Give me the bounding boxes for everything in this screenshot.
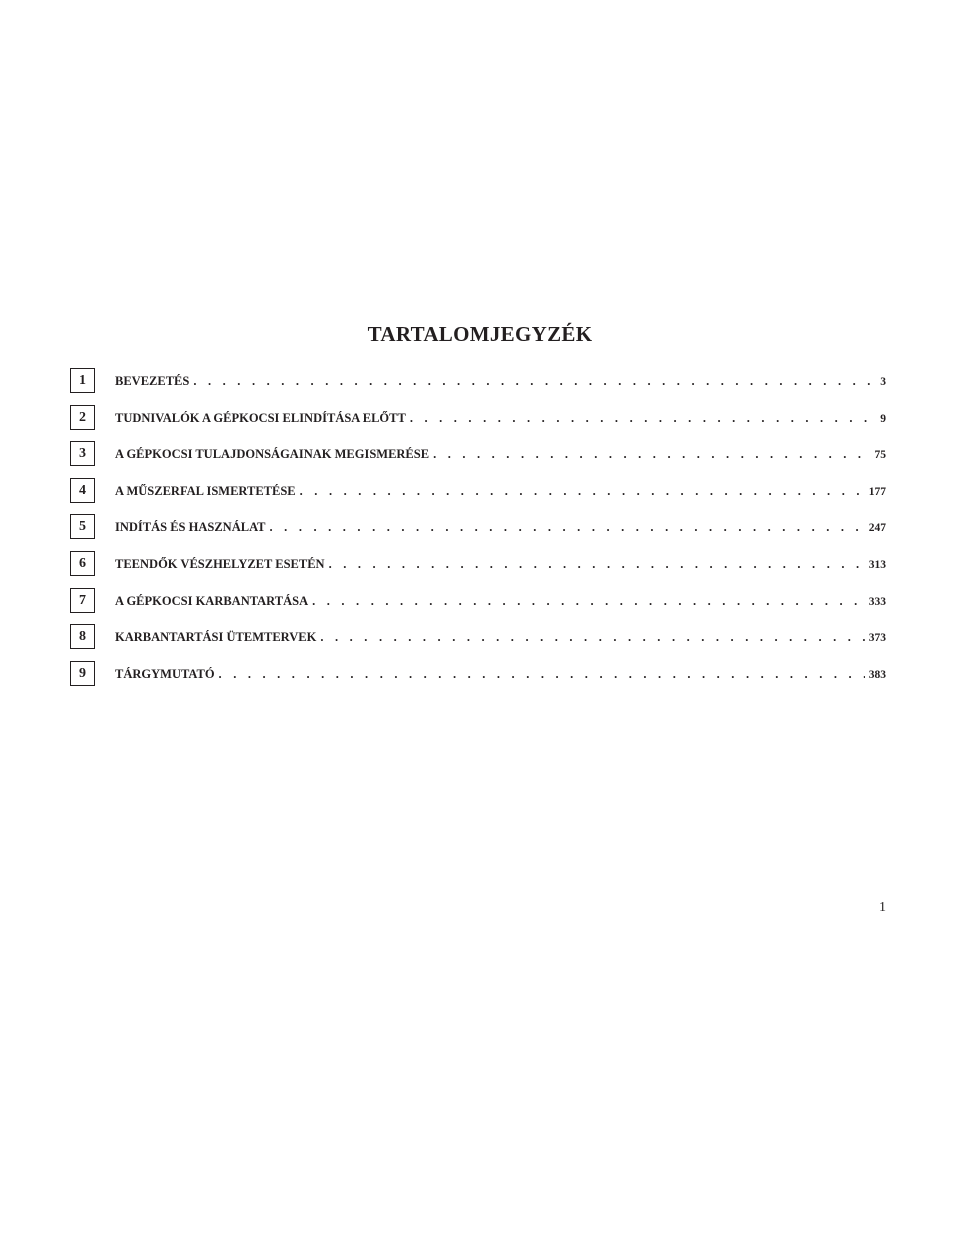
toc-entry[interactable] <box>70 476 886 513</box>
dot-leader <box>320 630 864 645</box>
toc-entry[interactable] <box>70 403 886 440</box>
chapter-number-box: 8 <box>70 624 95 649</box>
toc-line <box>115 630 886 645</box>
toc-line <box>115 520 886 535</box>
chapter-number-box: 2 <box>70 405 95 430</box>
dot-leader <box>300 484 865 499</box>
page-title: TARTALOMJEGYZÉK <box>367 322 593 346</box>
toc-entry-page: 9 <box>880 412 886 425</box>
toc-entry-label: A MŰSZERFAL ISMERTETÉSE <box>115 483 296 498</box>
toc-entry-page: 333 <box>868 595 886 608</box>
toc-entry[interactable] <box>70 586 886 623</box>
toc-entry-page: 75 <box>874 449 886 462</box>
toc-entry[interactable] <box>70 622 886 659</box>
toc-line <box>115 374 886 389</box>
toc-entry-page: 247 <box>868 522 886 535</box>
toc-entry-page: 373 <box>868 632 886 645</box>
chapter-number-box: 5 <box>70 514 95 539</box>
toc-line <box>115 411 886 426</box>
toc-entry[interactable] <box>70 439 886 476</box>
dot-leader <box>433 447 870 462</box>
dot-leader <box>329 557 865 572</box>
toc-entry-label: TÁRGYMUTATÓ <box>115 666 215 681</box>
dot-leader <box>410 411 876 426</box>
toc-entry-label: TUDNIVALÓK A GÉPKOCSI ELINDÍTÁSA ELŐTT <box>115 410 406 425</box>
toc-entry-label: KARBANTARTÁSI ÜTEMTERVEK <box>115 630 317 645</box>
chapter-number-box: 7 <box>70 588 95 613</box>
dot-leader <box>270 520 865 535</box>
toc-entry-page: 383 <box>868 668 886 681</box>
page-number: 1 <box>879 900 886 915</box>
toc-entry-page: 177 <box>868 485 886 498</box>
toc-entry[interactable] <box>70 512 886 549</box>
toc-line <box>115 557 886 572</box>
toc-line <box>115 667 886 682</box>
toc-entry-label: TEENDŐK VÉSZHELYZET ESETÉN <box>115 556 325 571</box>
toc-entry-page: 3 <box>880 376 886 388</box>
toc-entry-label: A GÉPKOCSI TULAJDONSÁGAINAK MEGISMERÉSE <box>115 447 430 462</box>
toc-line <box>115 447 886 462</box>
dot-leader <box>312 594 865 609</box>
toc-entry[interactable] <box>70 366 886 403</box>
dot-leader <box>193 374 876 389</box>
toc-entry-label: BEVEZETÉS <box>115 374 190 388</box>
chapter-number-box: 4 <box>70 478 95 503</box>
chapter-number-box: 3 <box>70 441 95 466</box>
toc-entry-page: 313 <box>868 558 886 571</box>
toc-entry-label: A GÉPKOCSI KARBANTARTÁSA <box>115 593 309 608</box>
toc-entry[interactable] <box>70 549 886 586</box>
toc-list <box>70 366 886 695</box>
toc-line <box>115 484 886 499</box>
chapter-number-box: 6 <box>70 551 95 576</box>
chapter-number-box: 1 <box>70 368 95 393</box>
dot-leader <box>219 667 865 682</box>
chapter-number-box: 9 <box>70 661 95 686</box>
toc-entry[interactable] <box>70 659 886 696</box>
toc-entry-label: INDÍTÁS ÉS HASZNÁLAT <box>115 520 266 535</box>
toc-line <box>115 594 886 609</box>
